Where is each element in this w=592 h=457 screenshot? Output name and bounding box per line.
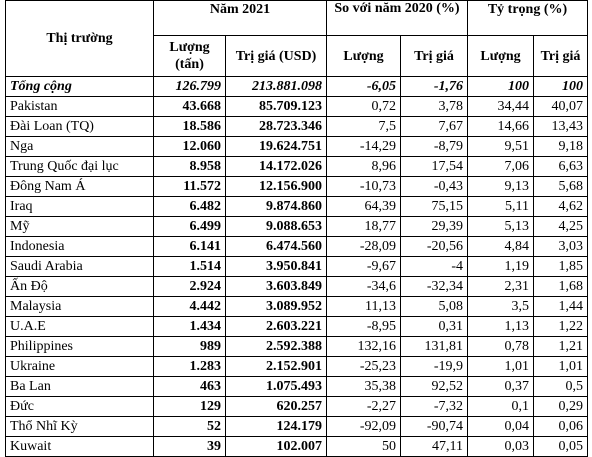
cell-market: Thổ Nhĩ Kỳ [6,417,154,437]
cell-value-change: -32,34 [401,277,468,297]
cell-qty-share: 9,51 [468,137,534,157]
cell-value: 19.624.751 [226,137,327,157]
cell-qty-share: 4,84 [468,237,534,257]
cell-qty-share: 100 [468,77,534,97]
cell-value-share: 40,07 [534,97,588,117]
cell-qty-share: 1,01 [468,357,534,377]
cell-qty: 12.060 [154,137,226,157]
cell-value-change: 0,31 [401,317,468,337]
cell-qty-change: 18,77 [327,217,401,237]
total-row [6,77,588,97]
cell-market: Trung Quốc đại lục [6,157,154,177]
cell-value: 3.603.849 [226,277,327,297]
table-row [6,277,588,297]
cell-qty-share: 1,13 [468,317,534,337]
table-row [6,197,588,217]
cell-qty-change: -92,09 [327,417,401,437]
cell-qty-change: -10,73 [327,177,401,197]
table-row [6,297,588,317]
cell-value: 6.474.560 [226,237,327,257]
cell-qty-share: 34,44 [468,97,534,117]
cell-qty-change: 50 [327,437,401,457]
header-value-share: Trị giá [534,36,588,77]
cell-market: Đài Loan (TQ) [6,117,154,137]
cell-value-share: 1,85 [534,257,588,277]
cell-value-share: 3,03 [534,237,588,257]
cell-value-change: 17,54 [401,157,468,177]
cell-qty-share: 1,19 [468,257,534,277]
cell-value: 3.950.841 [226,257,327,277]
cell-value: 2.152.901 [226,357,327,377]
cell-qty-share: 0,78 [468,337,534,357]
cell-qty: 6.141 [154,237,226,257]
table-row [6,157,588,177]
cell-value: 620.257 [226,397,327,417]
cell-qty-share: 5,13 [468,217,534,237]
cell-value: 213.881.098 [226,77,327,97]
cell-market: Malaysia [6,297,154,317]
table-body [6,77,588,457]
cell-qty: 52 [154,417,226,437]
table-row [6,117,588,137]
cell-market: Kuwait [6,437,154,457]
cell-qty-share: 7,06 [468,157,534,177]
cell-market: Đức [6,397,154,417]
cell-qty: 11.572 [154,177,226,197]
table-row [6,397,588,417]
cell-value: 12.156.900 [226,177,327,197]
cell-market: Philippines [6,337,154,357]
table-row [6,417,588,437]
market-table [5,0,588,457]
cell-qty-share: 9,13 [468,177,534,197]
cell-qty-change: -25,23 [327,357,401,377]
cell-value: 14.172.026 [226,157,327,177]
cell-market: Mỹ [6,217,154,237]
cell-value-change: -19,9 [401,357,468,377]
cell-value-change: 7,67 [401,117,468,137]
cell-qty-change: 35,38 [327,377,401,397]
cell-market: Tổng cộng [6,77,154,97]
cell-value-share: 0,5 [534,377,588,397]
cell-qty: 39 [154,437,226,457]
cell-value: 2.592.388 [226,337,327,357]
cell-value-share: 4,62 [534,197,588,217]
cell-qty-share: 0,1 [468,397,534,417]
cell-value: 9.874.860 [226,197,327,217]
table-row [6,257,588,277]
cell-market: Pakistan [6,97,154,117]
cell-value-share: 0,05 [534,437,588,457]
cell-value: 85.709.123 [226,97,327,117]
cell-value-share: 4,25 [534,217,588,237]
table-row [6,337,588,357]
cell-value: 9.088.653 [226,217,327,237]
cell-qty-share: 5,11 [468,197,534,217]
cell-value-share: 0,29 [534,397,588,417]
cell-qty-share: 2,31 [468,277,534,297]
cell-value: 1.075.493 [226,377,327,397]
cell-qty-change: -14,29 [327,137,401,157]
header-qty: Lượng (tấn) [154,36,226,77]
cell-value: 2.603.221 [226,317,327,337]
table-row [6,437,588,457]
cell-qty-change: 64,39 [327,197,401,217]
cell-value: 3.089.952 [226,297,327,317]
cell-qty-share: 0,03 [468,437,534,457]
cell-value-share: 13,43 [534,117,588,137]
cell-qty: 4.442 [154,297,226,317]
cell-qty: 129 [154,397,226,417]
cell-qty: 6.499 [154,217,226,237]
table-row [6,97,588,117]
table-row [6,137,588,157]
cell-qty-change: -34,6 [327,277,401,297]
header-share: Tỷ trọng (%) [468,1,588,36]
cell-value-share: 1,22 [534,317,588,337]
cell-market: Saudi Arabia [6,257,154,277]
cell-qty-change: 7,5 [327,117,401,137]
cell-qty: 18.586 [154,117,226,137]
cell-qty: 463 [154,377,226,397]
cell-value-change: 92,52 [401,377,468,397]
cell-value-change: -1,76 [401,77,468,97]
cell-qty-share: 0,37 [468,377,534,397]
cell-market: Đông Nam Á [6,177,154,197]
cell-qty: 1.283 [154,357,226,377]
cell-qty: 6.482 [154,197,226,217]
table-row [6,317,588,337]
cell-value: 124.179 [226,417,327,437]
cell-value: 28.723.346 [226,117,327,137]
table-row [6,217,588,237]
cell-value-share: 1,68 [534,277,588,297]
cell-value-share: 6,63 [534,157,588,177]
cell-qty: 8.958 [154,157,226,177]
cell-qty: 1.434 [154,317,226,337]
cell-qty-change: -28,09 [327,237,401,257]
cell-value-change: 5,08 [401,297,468,317]
cell-value-change: -20,56 [401,237,468,257]
cell-value-share: 9,18 [534,137,588,157]
cell-market: Iraq [6,197,154,217]
table-row [6,237,588,257]
cell-qty-change: -8,95 [327,317,401,337]
cell-qty-change: 132,16 [327,337,401,357]
cell-qty-change: 0,72 [327,97,401,117]
cell-market: U.A.E [6,317,154,337]
cell-qty: 126.799 [154,77,226,97]
cell-qty: 2.924 [154,277,226,297]
cell-value-change: -90,74 [401,417,468,437]
cell-market: Ấn Độ [6,277,154,297]
cell-qty: 1.514 [154,257,226,277]
cell-value-share: 5,68 [534,177,588,197]
cell-qty-change: -2,27 [327,397,401,417]
cell-value-change: -8,79 [401,137,468,157]
cell-qty: 989 [154,337,226,357]
table-row [6,177,588,197]
cell-market: Ukraine [6,357,154,377]
cell-value-change: -0,43 [401,177,468,197]
cell-qty: 43.668 [154,97,226,117]
cell-value-share: 1,44 [534,297,588,317]
cell-value-change: 131,81 [401,337,468,357]
cell-value-change: 3,78 [401,97,468,117]
cell-value-change: -4 [401,257,468,277]
table-row [6,357,588,377]
cell-value-change: 47,11 [401,437,468,457]
cell-value-change: 29,39 [401,217,468,237]
cell-value-share: 100 [534,77,588,97]
header-vs-2020: So với năm 2020 (%) [327,1,468,36]
cell-qty-share: 14,66 [468,117,534,137]
cell-value-change: -7,32 [401,397,468,417]
header-qty-share: Lượng [468,36,534,77]
cell-value-share: 1,21 [534,337,588,357]
cell-qty-share: 0,04 [468,417,534,437]
cell-qty-change: 11,13 [327,297,401,317]
cell-value-share: 0,06 [534,417,588,437]
cell-qty-change: -9,67 [327,257,401,277]
cell-market: Ba Lan [6,377,154,397]
cell-market: Nga [6,137,154,157]
table-row [6,377,588,397]
cell-value-share: 1,01 [534,357,588,377]
cell-market: Indonesia [6,237,154,257]
cell-value-change: 75,15 [401,197,468,217]
cell-qty-change: 8,96 [327,157,401,177]
header-market: Thị trường [6,1,154,77]
header-value: Trị giá (USD) [226,36,327,77]
cell-qty-change: -6,05 [327,77,401,97]
header-value-change: Trị giá [401,36,468,77]
header-year-2021: Năm 2021 [154,1,327,36]
cell-value: 102.007 [226,437,327,457]
header-qty-change: Lượng [327,36,401,77]
cell-qty-share: 3,5 [468,297,534,317]
